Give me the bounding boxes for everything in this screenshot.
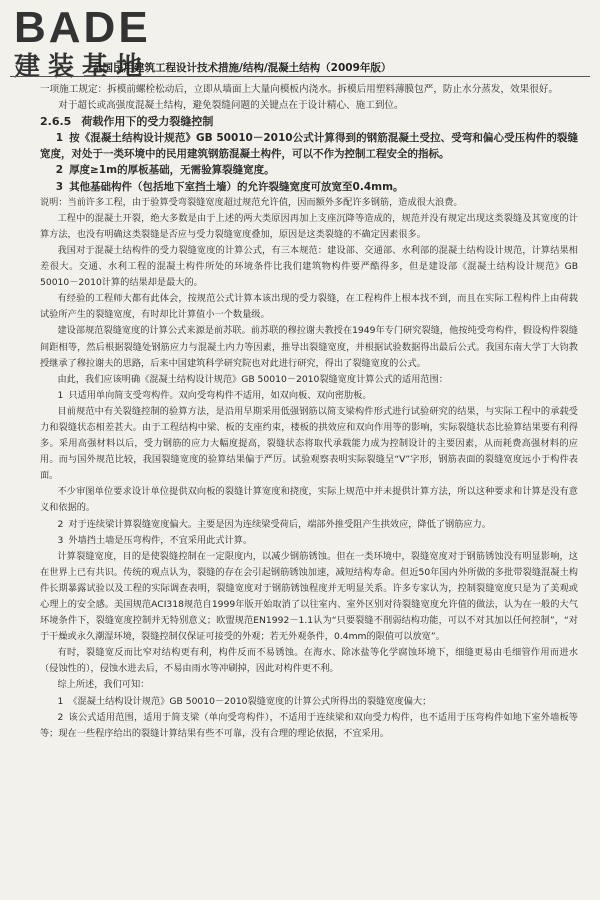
list-text: 对于连续梁计算裂缝宽度偏大。主要是因为连续梁受荷后，端部外推受阻产生拱效应，降低了钢筋应力。: [68, 518, 491, 530]
clause-item: [40, 179, 578, 195]
list-item: [40, 533, 578, 549]
list-text: 外墙挡土墙是压弯构件，不宜采用此式计算。: [68, 534, 253, 546]
list-item: [40, 694, 578, 710]
paragraph: 我国对于混凝土结构件的受力裂缝宽度的计算公式，有三本规范：建设部、交通部、水利部的混凝土结构设计规范，计算结果相差很大。交通、水利工程的混凝土构件所处的环境条件比我们建筑物构件要严酷得多，但是建设部《混凝土结构设计规范》GB 50010－2010计算的结果却是最大的。: [40, 244, 578, 289]
clause-text: 按《混凝土结构设计规范》GB 50010－2010公式计算得到的钢筋混凝土受拉、受弯和偏心受压构件的裂缝宽度，对处于一类环境中的民用建筑钢筋混凝土构件，可以不作为控制工程安全的指标。: [40, 132, 578, 161]
list-text: 只适用单向简支受弯构件。双向受弯构件不适用，如双向板、双向密肋板。: [68, 389, 372, 401]
list-item: [40, 517, 578, 533]
paragraph: 由此，我们应该明确《混凝土结构设计规范》GB 50010－2010裂缝宽度计算公式的适用范围：: [57, 373, 448, 385]
list-text: 《混凝土结构设计规范》GB 50010－2010裂缝宽度的计算公式所得出的裂缝宽度偏大；: [68, 695, 432, 707]
paragraph: 一项施工规定：拆模前螺栓松动后，立即从墙面上大量向模板内浇水。拆模后用塑料薄膜包严，防止水分蒸发，效果很好。: [40, 84, 559, 95]
list-number: 2: [57, 711, 64, 723]
paragraph: 有经验的工程师大都有此体会，按规范公式计算本该出现的受力裂缝，在工程构件上根本找不到，而且在实际工程构件上由荷载试验所产生的裂缝宽度，有时却比计算值小一个数量级。: [40, 293, 578, 321]
clause-item: [40, 130, 578, 162]
clause-number: 1: [55, 132, 64, 145]
clause-text: 厚度≥1m的厚板基础，无需验算裂缝宽度。: [69, 164, 275, 177]
list-number: 2: [57, 518, 64, 530]
paragraph: 综上所述，我们可知：: [57, 679, 150, 691]
running-header: 全国民用建筑工程设计技术措施/结构/混凝土结构（2009年版）: [92, 62, 392, 74]
explanation-note: 说明：当前许多工程，由于验算受弯裂缝宽度超过规范允许值，因而额外多配许多钢筋，造成很大浪费。: [40, 196, 463, 208]
paragraph: 不少审图单位要求设计单位提供双向板的裂缝计算宽度和挠度，实际上规范中并未提供计算方法，所以这种要求和计算是没有意义和依据的。: [40, 486, 578, 514]
list-number: 1: [57, 695, 64, 707]
section-title: 荷载作用下的受力裂缝控制: [81, 115, 214, 129]
header-divider: [10, 76, 590, 77]
paragraph: 对于超长或高强度混凝土结构，避免裂缝问题的关键点在于设计精心、施工到位。: [58, 100, 404, 112]
section-number: 2.6.5: [40, 115, 72, 129]
section-heading: [40, 114, 578, 130]
paragraph: 有时，裂缝宽反而比窄对结构更有利，构件反而不易锈蚀。在海水、除冰盐等化学腐蚀环境下，细缝更易由毛细管作用而进水（侵蚀性的），侵蚀水进去后，不易由雨水等冲刷掉，因此对构件更不利。: [40, 647, 578, 675]
logo-text-en: BADE: [14, 3, 151, 52]
clause-number: 3: [55, 180, 64, 193]
list-item: [40, 710, 578, 742]
clause-text: 其他基础构件（包括地下室挡土墙）的允许裂缝宽度可放宽至0.4mm。: [69, 180, 404, 193]
clause-item: [40, 162, 578, 178]
clause-number: 2: [55, 164, 64, 177]
paragraph: 目前规范中有关裂缝控制的验算方法，是沿用早期采用低强钢筋以简支梁构件形式进行试验研究的结果，与实际工程中的承载受力和裂缝状态相差甚大。由于工程结构中梁、板的支座约束，楼板的拱效应和双向作用等的影响，实际裂缝状态比验算结果要有利得多。采用高强材料以后，受力钢筋的应力大幅度提高，裂缝状态将取代承载能力成为控制设计的主要因素，从而耗费高强材料的应用。而与国外规范比较，我国裂缝宽度的验算结果偏于严厉。试验观察表明实际裂缝呈“V”字形，钢筋表面的裂缝宽度远小于构件表面。: [40, 405, 578, 482]
page-body: [40, 82, 578, 742]
paragraph: 工程中的混凝土开裂，绝大多数是由于上述的两大类原因再加上支座沉降等造成的，规范并没有规定出现这类裂缝及其宽度的计算方法，也没有明确这类裂缝是否应与受力裂缝宽度叠加，原因是这类裂缝的不确定因素很多。: [40, 212, 578, 240]
list-number: 1: [57, 389, 64, 401]
list-number: 3: [57, 534, 64, 546]
paragraph: 建设部规范裂缝宽度的计算公式来源是前苏联。前苏联的穆拉谢夫教授在1949年专门研究裂缝，他按纯受弯构件，假设构件裂缝间距相等，然后根据裂缝处钢筋应力与混凝土内力等因素，推导出裂缝宽度，并根据试验数据得出最后公式。我国东南大学丁大钧教授继承了穆拉谢夫的思路，后来中国建筑科学研究院也对此进行研究，得出了裂缝宽度的公式。: [40, 325, 578, 369]
list-text: 该公式适用范围，适用于简支梁（单向受弯构件），不适用于连续梁和双向受力构件，也不适用于压弯构件如地下室外墙板等等；现在一些程序给出的裂缝计算结果有些不可靠，没有合理的理论依据，不宜采用。: [40, 711, 578, 739]
paragraph: 计算裂缝宽度，目的是使裂缝控制在一定限度内，以减少钢筋锈蚀。但在一类环境中，裂缝宽度对于钢筋锈蚀没有明显影响，这在世界上已有共识。传统的观点认为，裂缝的存在会引起钢筋锈蚀加速，减短结构寿命。但近50年国内外所做的多批带裂缝混凝土构件长期暴露试验以及工程的实际调查表明，裂缝宽度对于钢筋锈蚀程度并无明显关系。许多专家认为，控制裂缝宽度只是为了美观或心理上的安全感。美国规范ACI318规范自1999年版开始取消了以往室内、室外区别对待裂缝宽度允许值的做法，认为在一般的大气环境条件下，裂缝宽度控制并无特别意义；欧盟规范EN1992－1.1认为“只要裂缝不削弱结构功能，可以不对其加以任何控制”，“对于干燥或永久潮湿环境，裂缝控制仅保证可接受的外观；若无外观条件，0.4mm的限值可以放宽”。: [40, 550, 578, 643]
logo-text-cn: 建装基地: [14, 52, 151, 82]
list-item: [40, 388, 578, 404]
